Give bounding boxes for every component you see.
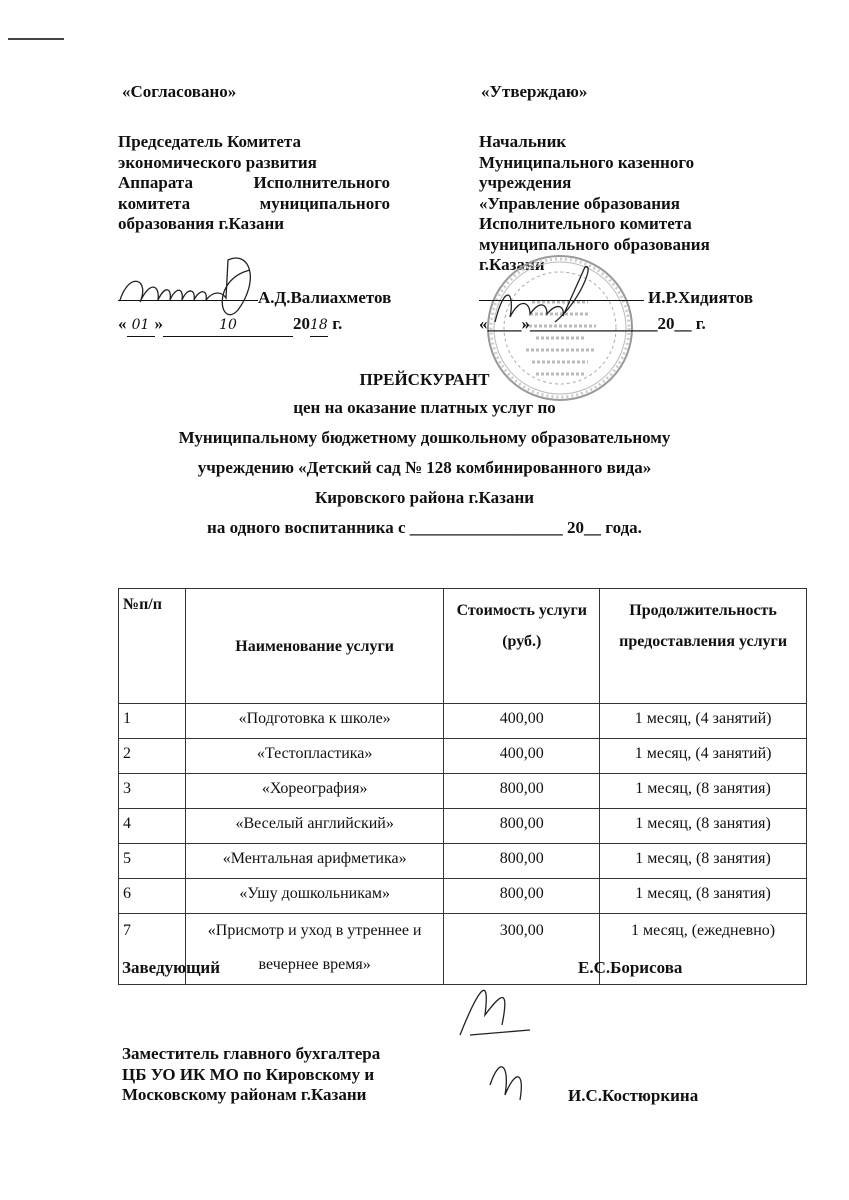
title-line: учреждению «Детский сад № 128 комбинированного вида» <box>197 458 652 477</box>
title-line: Кировского района г.Казани <box>314 488 535 507</box>
approval-left-line: комитета муниципального <box>118 193 390 213</box>
service-price: 400,00 <box>444 739 600 774</box>
service-name: «Тестопластика» <box>185 739 444 774</box>
service-duration: 1 месяц, (4 занятий) <box>600 739 807 774</box>
head-title: Заведующий <box>122 958 221 977</box>
accountant-line: ЦБ УО ИК МО по Кировскому и <box>122 1064 375 1084</box>
price-table <box>118 588 807 985</box>
approval-left-line: Председатель Комитета <box>118 132 301 151</box>
approval-right-line: Начальник <box>479 132 567 151</box>
approval-left-block <box>118 132 390 235</box>
date-quote: » <box>154 314 163 333</box>
approval-right-line: муниципального образования <box>479 234 710 254</box>
document-title: ПРЕЙСКУРАНТ <box>359 370 490 389</box>
service-name: «Ментальная арифметика» <box>185 844 444 879</box>
signature-right-image <box>485 262 605 337</box>
approval-right-date: «____»_______________20__ г. <box>479 314 706 333</box>
table-header-row <box>119 589 807 704</box>
row-number: 1 <box>119 704 186 739</box>
service-duration: 1 месяц, (ежедневно) <box>600 914 807 985</box>
service-duration: 1 месяц, (4 занятий) <box>600 704 807 739</box>
date-day: 01 <box>127 315 155 337</box>
table-row <box>119 704 807 739</box>
row-number: 6 <box>119 879 186 914</box>
scan-artifact <box>8 38 64 40</box>
approval-left-line: экономического развития <box>118 152 317 172</box>
approval-right-heading: «Утверждаю» <box>481 82 588 101</box>
service-price: 800,00 <box>444 774 600 809</box>
accountant-line: Московскому районам г.Казани <box>122 1085 367 1104</box>
service-name: «Веселый английский» <box>185 809 444 844</box>
approval-left-line: образования г.Казани <box>118 214 285 233</box>
service-name: «Подготовка к школе» <box>185 704 444 739</box>
table-row <box>119 914 807 985</box>
row-number: 4 <box>119 809 186 844</box>
service-name: «Хореография» <box>185 774 444 809</box>
service-duration: 1 месяц, (8 занятия) <box>600 774 807 809</box>
header-number: №п/п <box>119 589 186 704</box>
accountant-line: Заместитель главного бухгалтера <box>122 1044 381 1063</box>
row-number: 3 <box>119 774 186 809</box>
header-service-name: Наименование услуги <box>185 589 444 704</box>
service-price: 800,00 <box>444 809 600 844</box>
approval-right-line: Исполнительного комитета <box>479 214 692 233</box>
signature-left-image <box>110 240 310 330</box>
row-number: 2 <box>119 739 186 774</box>
service-price: 300,00 <box>444 914 600 985</box>
table-row <box>119 879 807 914</box>
service-name: «Ушу дошкольникам» <box>185 879 444 914</box>
service-price: 800,00 <box>444 844 600 879</box>
row-number: 5 <box>119 844 186 879</box>
accountant-name: И.С.Костюркина <box>568 1086 699 1105</box>
approval-right-line: Муниципального казенного <box>479 152 695 172</box>
approval-right-line: г.Казани <box>479 255 545 274</box>
title-line: Муниципальному бюджетному дошкольному образовательному <box>178 428 671 447</box>
row-number: 7 <box>119 914 186 985</box>
date-month: 10 <box>163 315 293 337</box>
header-duration: Продолжительность предоставления услуги <box>600 589 807 704</box>
service-name: «Присмотр и уход в утреннее и вечернее время» <box>185 914 444 985</box>
title-line: на одного воспитанника с __________________ 20__ года. <box>207 518 642 537</box>
service-duration: 1 месяц, (8 занятия) <box>600 844 807 879</box>
table-row <box>119 774 807 809</box>
service-duration: 1 месяц, (8 занятия) <box>600 809 807 844</box>
date-quote: « <box>118 314 127 333</box>
approval-right-line: учреждения <box>479 173 572 192</box>
table-row <box>119 844 807 879</box>
service-price: 800,00 <box>444 879 600 914</box>
date-suffix: г. <box>332 314 343 333</box>
accountant-block <box>122 1044 380 1106</box>
approval-left-heading: «Согласовано» <box>122 82 237 101</box>
service-price: 400,00 <box>444 704 600 739</box>
approval-right-line: «Управление образования <box>479 193 680 213</box>
approval-left-line: Аппарата Исполнительного <box>118 173 390 192</box>
signatures-bottom-image <box>440 975 560 1115</box>
approval-left-signatory: А.Д.Валиахметов <box>258 288 392 307</box>
approval-right-signatory: И.Р.Хидиятов <box>648 288 754 307</box>
title-line: цен на оказание платных услуг по <box>293 398 556 417</box>
date-year-hand: 18 <box>310 315 328 337</box>
table-row <box>119 739 807 774</box>
date-year: 20 <box>293 314 310 333</box>
head-name: Е.С.Борисова <box>578 958 683 977</box>
header-price: Стоимость услуги (руб.) <box>444 589 600 704</box>
service-duration: 1 месяц, (8 занятия) <box>600 879 807 914</box>
table-row <box>119 809 807 844</box>
